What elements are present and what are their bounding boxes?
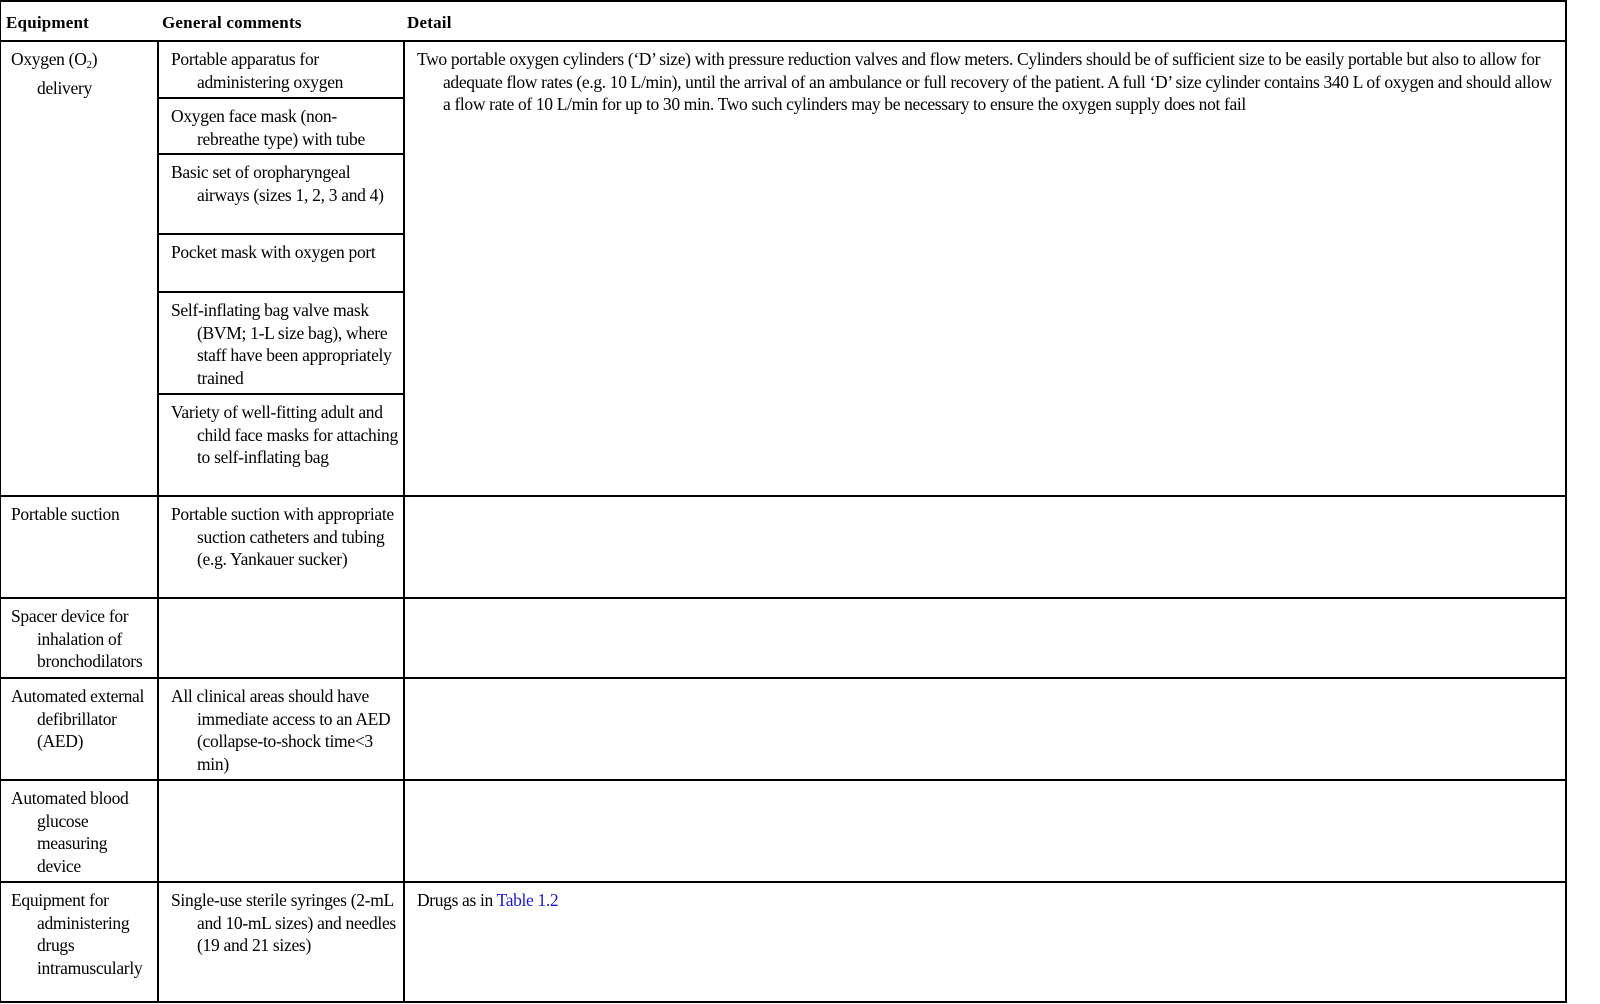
detail-text: Two portable oxygen cylinders (‘D’ size) with pressure reduction valves and flow meters. Cylinders should be of sufficient size to be easily portable but also to allow for adequate flow rates (e.g. 10 L/min), until the arrival of an ambulance or full recovery of the patient. A full ‘D’ size cylinder contains 340 L of oxygen and should allow a flow rate of 10 L/min for up to 30 min. Two such cylinders may be necessary to ensure the oxygen supply does not fail: [417, 49, 1552, 115]
equipment-text: Spacer device for inhalation of bronchodilators: [11, 606, 143, 672]
equipment-text: Portable suction: [11, 504, 120, 524]
comments-cell: [159, 42, 405, 495]
comment-text: All clinical areas should have immediate access to an AED (collapse-to-shock time<3 min): [171, 686, 391, 774]
equipment-text: Equipment for administering drugs intramuscularly: [11, 890, 143, 978]
header-detail: Detail: [407, 13, 452, 32]
comments-cell: [159, 781, 405, 881]
equipment-cell: [1, 497, 159, 597]
detail-text: [405, 781, 1565, 787]
detail-text: [405, 883, 1565, 912]
table-header-row: [1, 2, 1565, 42]
comment-text: Oxygen face mask (non-rebreathe type) with tube: [171, 106, 365, 149]
comment-text: [159, 781, 403, 787]
equipment-cell: [1, 679, 159, 779]
equipment-oxygen: Oxygen $(O_2)$ delivery: [11, 49, 98, 98]
comment-text: Pocket mask with oxygen port: [171, 242, 376, 262]
table-row-oxygen: [1, 42, 1565, 497]
table-row-portable-suction: [1, 497, 1565, 599]
detail-cell: [405, 599, 1565, 677]
comment-text: Portable suction with appropriate suction catheters and tubing (e.g. Yankauer sucker): [171, 504, 394, 570]
equipment-text: Automated external defibrillator (AED): [11, 686, 145, 752]
comment-subrow: [159, 395, 403, 495]
comment-text: Single-use sterile syringes (2-mL and 10-mL sizes) and needles (19 and 21 sizes): [171, 890, 396, 956]
detail-text: [405, 679, 1565, 685]
comment-subrow: [159, 293, 403, 395]
comment-text: Basic set of oropharyngeal airways (sizes 1, 2, 3 and 4): [171, 162, 384, 205]
comments-cell: [159, 599, 405, 677]
equipment-text: Automated blood glucose measuring device: [11, 788, 129, 876]
comment-subrow: [159, 42, 403, 99]
detail-cell: [405, 781, 1565, 881]
detail-cell: [405, 883, 1565, 1003]
table-row-blood-glucose: [1, 781, 1565, 883]
comments-cell: [159, 679, 405, 779]
table-row-aed: [1, 679, 1565, 781]
comment-subrow: [159, 99, 403, 155]
detail-text: [405, 599, 1565, 605]
table-1-2-link[interactable]: Table 1.2: [496, 890, 559, 910]
comment-subrow: [159, 155, 403, 235]
equipment-cell: [1, 599, 159, 677]
header-equipment: Equipment: [6, 13, 90, 32]
table-row-im-drugs: [1, 883, 1565, 1003]
detail-cell: [405, 42, 1565, 495]
detail-cell: [405, 679, 1565, 779]
comment-text: Self-inflating bag valve mask (BVM; 1-L size bag), where staff have been appropriately trained: [171, 300, 392, 388]
comment-text: Variety of well-fitting adult and child face masks for attaching to self-inflating bag: [171, 402, 398, 468]
equipment-cell: [1, 781, 159, 881]
comment-subrow: [159, 235, 403, 293]
comments-cell: [159, 497, 405, 597]
equipment-cell: [1, 883, 159, 1003]
header-general-comments: General comments: [162, 13, 302, 32]
comments-cell: [159, 883, 405, 1003]
detail-prefix: Drugs as in: [417, 890, 497, 910]
comment-text: [159, 599, 403, 605]
equipment-cell: [1, 42, 159, 495]
table-row-spacer-device: [1, 599, 1565, 679]
detail-cell: [405, 497, 1565, 597]
comment-text: Portable apparatus for administering oxygen: [171, 49, 344, 92]
detail-text: [405, 497, 1565, 503]
